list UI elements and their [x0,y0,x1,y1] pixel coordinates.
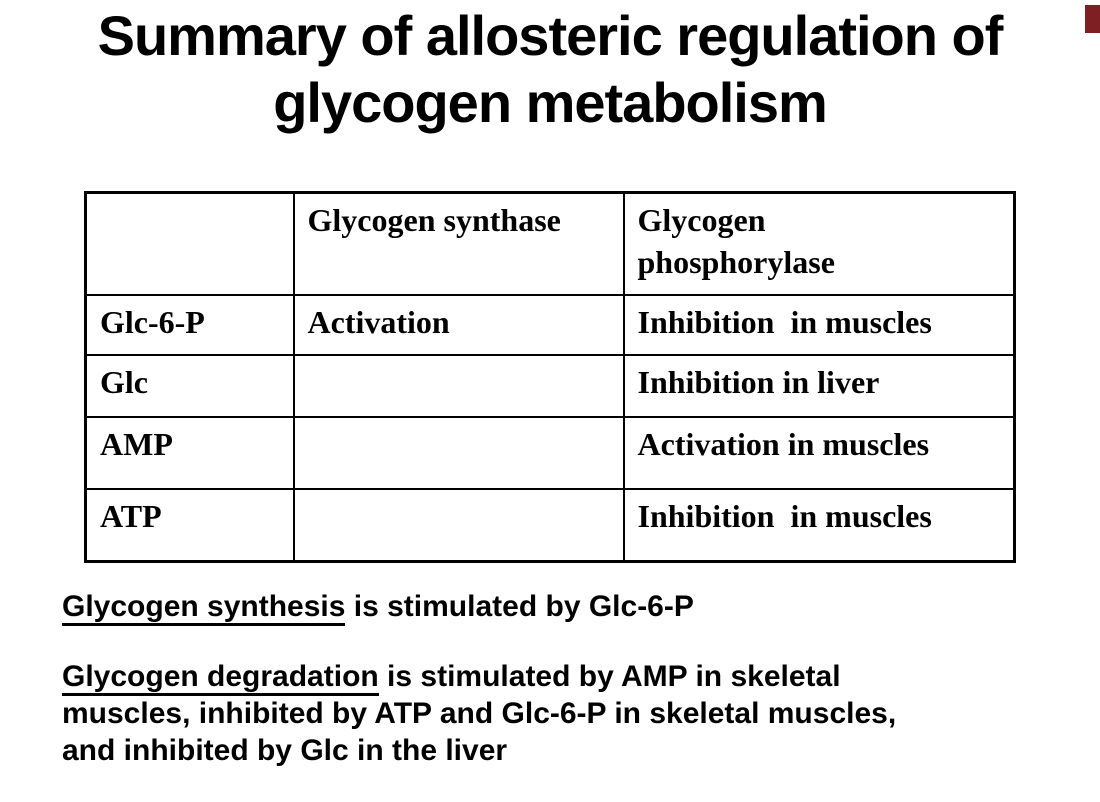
cell-phosphorylase: Inhibition in muscles [624,295,1015,355]
note-degradation-line2: muscles, inhibited by ATP and Glc-6-P in skeletal muscles, [62,697,897,730]
row-label: Glc-6-P [86,295,294,355]
note-degradation-rest: is stimulated by AMP in skeletal [378,660,841,693]
note-synthesis-underlined: Glycogen synthesis [62,590,345,626]
notes-section [62,588,1072,802]
note-synthesis [62,588,1072,625]
note-degradation [62,658,1072,769]
cell-phosphorylase: Activation in muscles [624,417,1015,489]
regulation-table [84,191,1016,563]
cell-phosphorylase: Inhibition in muscles [624,489,1015,562]
cell-synthase [294,417,624,489]
table-header-row [86,193,1015,295]
table-row [86,295,1015,355]
cell-synthase: Activation [294,295,624,355]
note-degradation-line3: and inhibited by Glc in the liver [62,734,508,767]
corner-marker [1085,5,1100,33]
header-cell-synthase: Glycogen synthase [294,193,624,295]
slide-title [0,2,1100,136]
cell-phosphorylase: Inhibition in liver [624,355,1015,417]
row-label: Glc [86,355,294,417]
row-label: AMP [86,417,294,489]
table-row [86,489,1015,562]
note-synthesis-rest: is stimulated by Glc-6-P [345,590,694,623]
slide-title-line1: Summary of allosteric regulation of [97,4,1003,67]
table-row [86,417,1015,489]
note-degradation-underlined: Glycogen degradation [62,660,379,696]
header-cell-empty [86,193,294,295]
table-row [86,355,1015,417]
slide-title-line2: glycogen metabolism [273,71,827,134]
cell-synthase [294,355,624,417]
row-label: ATP [86,489,294,562]
header-cell-phosphorylase: Glycogen phosphorylase [624,193,1015,295]
cell-synthase [294,489,624,562]
